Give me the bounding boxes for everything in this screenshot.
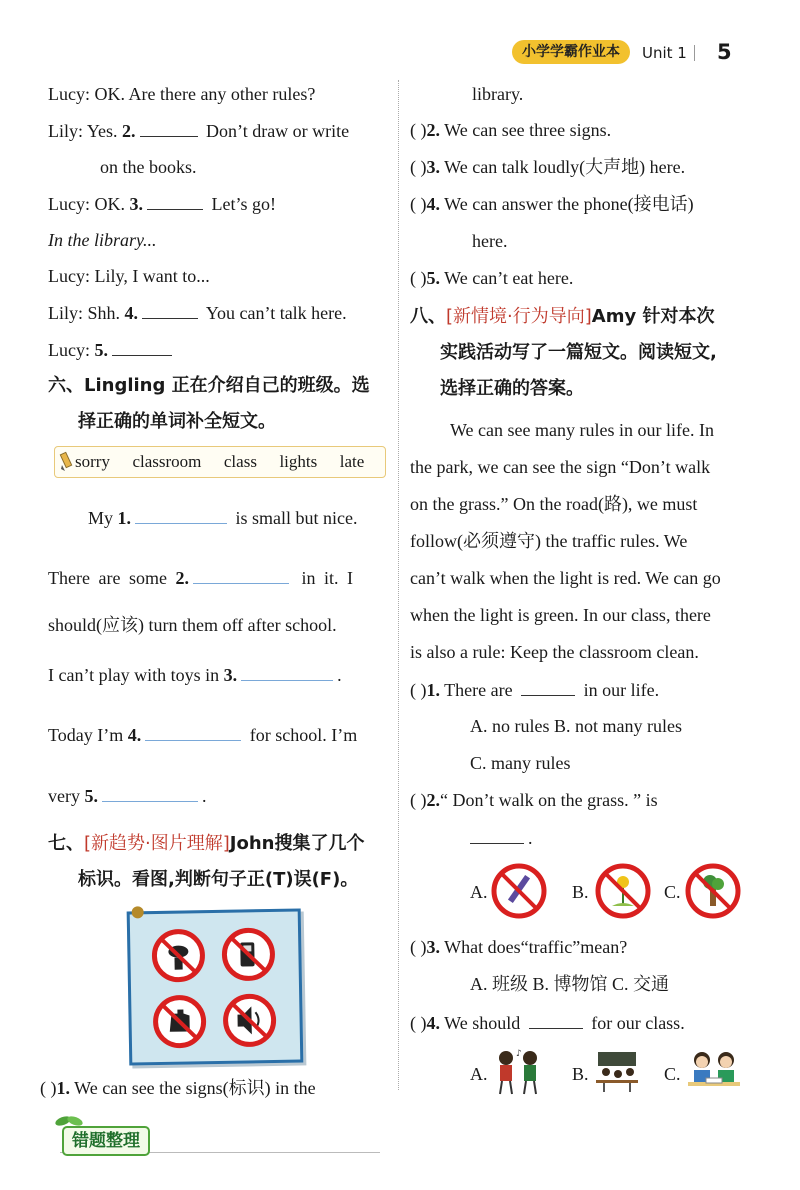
- question-7-4: ( )4. We can answer the phone(接电话): [410, 194, 694, 214]
- passage-line: is also a rule: Keep the classroom clean.: [410, 642, 699, 662]
- answer-paren[interactable]: ( ): [40, 1078, 57, 1098]
- word-bank-item: late: [339, 452, 365, 471]
- answer-paren[interactable]: ( ): [410, 937, 427, 957]
- passage-line: can’t walk when the light is red. We can go: [410, 568, 721, 588]
- word-bank: [54, 446, 386, 478]
- options-8-1-cont: C. many rules: [470, 753, 571, 773]
- header-badge: [512, 40, 630, 64]
- option-a-label: A.: [470, 1064, 488, 1084]
- word-bank-item: classroom: [132, 452, 202, 471]
- pencil-icon: [57, 451, 77, 473]
- no-phone-sign-icon: [224, 930, 273, 979]
- section-8-title-cont: 实践活动写了一篇短文。阅读短文,: [440, 342, 717, 363]
- option-b-label: B.: [572, 1064, 589, 1084]
- no-touching-sign-icon: [155, 997, 204, 1046]
- answer-blank[interactable]: [135, 505, 227, 524]
- word-bank-item: lights: [279, 452, 318, 471]
- answer-blank[interactable]: [140, 118, 198, 137]
- dialogue-line: Lucy: OK. 3. Let’s go!: [48, 191, 276, 216]
- no-eating-sign-icon: [154, 931, 203, 980]
- answer-paren[interactable]: ( ): [410, 194, 427, 214]
- page-number: 5: [717, 40, 732, 64]
- option-c-kids-reading-icon[interactable]: [686, 1048, 742, 1094]
- answer-paren[interactable]: ( ): [410, 1013, 427, 1033]
- book-title: 小学学霸作业本: [522, 44, 620, 60]
- section-8-title-cont: 选择正确的答案。: [440, 378, 584, 399]
- answer-paren[interactable]: ( ): [410, 680, 427, 700]
- question-7-3: ( )3. We can talk loudly(大声地) here.: [410, 157, 686, 177]
- option-c-label: C.: [664, 882, 681, 902]
- section-7-title-cont: 标识。看图,判断句子正(T)误(F)。: [78, 869, 359, 890]
- scene-note: In the library...: [48, 230, 157, 250]
- word-bank-item: sorry: [75, 452, 110, 471]
- answer-blank[interactable]: [142, 300, 198, 319]
- passage-line: on the grass.” On the road(路), we must: [410, 494, 698, 514]
- question-7-5: ( )5. We can’t eat here.: [410, 268, 574, 288]
- question-7-1-cont: library.: [472, 84, 524, 104]
- question-8-1: ( )1. There are in our life.: [410, 677, 659, 702]
- dialogue-line: Lily: Yes. 2. Don’t draw or write: [48, 118, 349, 143]
- answer-blank[interactable]: [521, 677, 575, 696]
- answer-blank[interactable]: [241, 662, 333, 681]
- dialogue-line: Lucy: 5.: [48, 337, 176, 362]
- passage-line: very 5. .: [48, 783, 206, 808]
- option-c-label: C.: [664, 1064, 681, 1084]
- answer-paren[interactable]: ( ): [410, 790, 427, 810]
- option-b-label: B.: [572, 882, 589, 902]
- passage-line: follow(必须遵守) the traffic rules. We: [410, 531, 688, 551]
- passage-line: should(应该) turn them off after school.: [48, 615, 337, 635]
- dialogue-line: Lucy: OK. Are there any other rules?: [48, 84, 316, 104]
- answer-blank[interactable]: [193, 565, 289, 584]
- question-8-2-cont: .: [470, 825, 533, 850]
- sign-illustrations: [130, 912, 301, 1063]
- question-8-4: ( )4. We should for our class.: [410, 1010, 685, 1035]
- passage-line: Today I’m 4. for school. I’m: [48, 722, 357, 747]
- word-bank-item: class: [223, 452, 257, 471]
- answer-blank[interactable]: [102, 783, 198, 802]
- passage-line: I can’t play with toys in 3. .: [48, 662, 342, 687]
- options-8-3: A. 班级 B. 博物馆 C. 交通: [470, 974, 670, 994]
- answer-paren[interactable]: ( ): [410, 268, 427, 288]
- answer-blank[interactable]: [529, 1010, 583, 1029]
- column-divider: [398, 80, 400, 1090]
- passage-line: We can see many rules in our life. In: [450, 420, 714, 440]
- unit-label: Unit 1: [642, 44, 687, 62]
- sign-board: [127, 908, 304, 1065]
- sprout-icon: [54, 1113, 84, 1127]
- passage-line: the park, we can see the sign “Don’t walk: [410, 457, 711, 477]
- answer-blank[interactable]: [112, 337, 172, 356]
- question-8-3: ( )3. What does“traffic”mean?: [410, 937, 628, 957]
- option-b-classroom-scene-icon[interactable]: [594, 1050, 640, 1094]
- passage-line: My 1. is small but nice.: [88, 505, 358, 530]
- answer-blank[interactable]: [147, 191, 203, 210]
- section-7-title: 七、[新趋势·图片理解]John搜集了几个: [48, 833, 365, 854]
- no-noise-sign-icon: [225, 996, 274, 1045]
- option-c-no-damaging-trees-sign-icon[interactable]: [684, 862, 742, 920]
- question-7-1: ( )1. We can see the signs(标识) in the: [40, 1078, 316, 1098]
- dialogue-line: Lucy: Lily, I want to...: [48, 266, 210, 286]
- option-b-no-picking-flowers-sign-icon[interactable]: [594, 862, 652, 920]
- footer-label: 错题整理: [62, 1126, 150, 1156]
- answer-paren[interactable]: ( ): [410, 120, 427, 140]
- answer-blank[interactable]: [470, 825, 524, 844]
- option-a-kids-dancing-icon[interactable]: [488, 1048, 548, 1096]
- options-8-1: A. no rules B. not many rules: [470, 716, 682, 736]
- option-a-label: A.: [470, 882, 488, 902]
- header-divider: [694, 45, 695, 61]
- answer-paren[interactable]: ( ): [410, 157, 427, 177]
- section-6-title-cont: 择正确的单词补全短文。: [78, 411, 276, 432]
- dialogue-line: Lily: Shh. 4. You can’t talk here.: [48, 300, 347, 325]
- section-8-title: 八、[新情境·行为导向]Amy 针对本次: [410, 306, 715, 327]
- question-8-2: ( )2.“ Don’t walk on the grass. ” is: [410, 790, 658, 810]
- question-7-2: ( )2. We can see three signs.: [410, 120, 612, 140]
- question-7-4-cont: here.: [472, 231, 508, 251]
- section-6-title: 六、Lingling 正在介绍自己的班级。选: [48, 375, 370, 396]
- option-a-no-writing-sign-icon[interactable]: [490, 862, 548, 920]
- svg-text:♪: ♪: [516, 1049, 522, 1059]
- dialogue-line: on the books.: [100, 157, 197, 177]
- passage-line: There are some 2. in it. I: [48, 565, 353, 590]
- passage-line: when the light is green. In our class, there: [410, 605, 711, 625]
- answer-blank[interactable]: [145, 722, 241, 741]
